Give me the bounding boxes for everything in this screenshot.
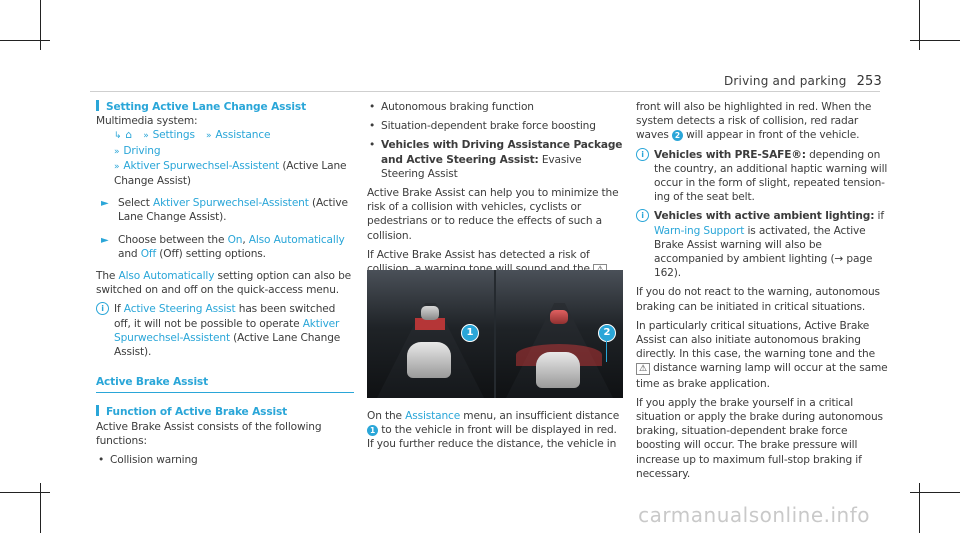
paragraph: Active Brake Assist consists of the following functions: — [96, 420, 322, 447]
chevron-icon: » — [143, 131, 149, 142]
section-heading: Function of Active Brake Assist — [96, 405, 354, 419]
step-select: ► Select Aktiver Spurwechsel-Assistent (Active Lane Change Assist). — [101, 197, 348, 224]
paragraph: If you apply the brake yourself in a critical situation or apply the brake during autonomous braking, situation-dependent brake force boosting will occur. The brake pressure will increase up to maximum full-stop braking if necessary. — [636, 396, 883, 480]
info-icon: i — [636, 148, 649, 161]
menu-aktiver: Aktiver Spurwechsel-Assistent — [123, 159, 280, 172]
chevron-icon: » — [114, 161, 120, 172]
path-arrow-icon: ↳ — [114, 131, 122, 142]
paragraph: If Active Brake Assist has detected a risk of — [367, 248, 623, 292]
paragraph: In particularly critical situations, Active Brake Assist can also initiate autonomous braking directly. In this case, the warning tone and the ⚠ distance warning lamp will occur at the same time as brake application. — [636, 319, 888, 390]
home-icon: ⌂ — [125, 129, 132, 142]
header-rule — [90, 91, 880, 92]
crop-mark — [40, 0, 41, 50]
page-number: 253 — [856, 74, 882, 89]
list-item: • Situation-dependent brake force boosting — [367, 119, 623, 133]
figure-caption: On the Assistance menu, an insufficient distance 1 to the vehicle in front will be displayed in red. If you further reduce the distance, the vehicle in — [367, 410, 620, 451]
paragraph: Active Brake Assist can help you to minimize the risk of a collision with vehicles, cyclists or pedestrians or to reduce the effects of such a collision. — [367, 187, 619, 242]
info-icon: i — [96, 302, 109, 315]
own-vehicle — [536, 352, 580, 388]
column-3 — [636, 100, 890, 486]
section-title: Driving and parking — [723, 74, 847, 88]
menu-assistance: Assistance — [215, 129, 271, 142]
menu-path: ↳ ⌂ » Settings » Assistance » Driving » Aktiver Spurwechsel-Assistent (Active Lane Change Assist) — [114, 129, 347, 188]
watermark: carmanualsonline.info — [638, 503, 870, 527]
menu-driving: Driving — [123, 144, 161, 157]
section-heading: Setting Active Lane Change Assist — [96, 100, 354, 114]
info-note: i Vehicles with active ambient lighting: if Warn-ing Support is activated, the Active Brake Assist warning will also be accompanied by ambient lighting (→ page 162). — [636, 209, 890, 280]
own-vehicle — [407, 342, 451, 378]
crop-mark — [910, 40, 960, 41]
callout-pointer — [606, 340, 607, 362]
crop-mark — [910, 492, 960, 493]
vehicle-ahead — [550, 310, 568, 324]
step-choose: ► Choose between the On, Also Automatically and Off (Off) setting options. — [101, 233, 345, 260]
number-badge: 2 — [672, 130, 683, 141]
system-label: Multimedia system: — [96, 115, 198, 128]
menu-settings: Settings — [152, 129, 195, 142]
page-header — [724, 74, 882, 89]
chevron-icon: » — [114, 146, 120, 157]
callout-2: 2 — [598, 324, 616, 342]
section-marker — [96, 405, 99, 416]
column-1 — [96, 100, 354, 472]
crop-mark — [919, 483, 920, 533]
info-note: i If Active Steering Assist has been switched off, it will not be possible to operate Aktiver Spurwechsel-Assistent (Active Lane Change Assist). — [96, 302, 354, 359]
section-marker — [96, 100, 99, 111]
crop-mark — [919, 0, 920, 50]
number-badge: 1 — [367, 425, 378, 436]
info-note: i Vehicles with PRE-SAFE®: depending on the country, an additional haptic warning will occur in the form of slight, repeated tension-ing of the seat belt. — [636, 148, 890, 205]
warning-lamp-icon: ⚠ — [636, 363, 650, 375]
callout-1: 1 — [461, 324, 479, 342]
illustration-panel-left — [367, 270, 494, 398]
vehicle-ahead — [421, 306, 439, 320]
info-icon: i — [636, 209, 649, 222]
column-2 — [367, 100, 623, 296]
chevron-icon: » — [206, 131, 212, 142]
crop-mark — [0, 40, 50, 41]
crop-mark — [0, 492, 50, 493]
illustration-panel-right — [496, 270, 623, 398]
step-arrow-icon: ► — [101, 198, 109, 210]
chapter-heading: Active Brake Assist — [96, 375, 354, 393]
list-item: • Vehicles with Driving Assistance Package and Active Steering Assist: Evasive Steering Assist — [367, 138, 623, 181]
paragraph: front will also be highlighted in red. When the system detects a risk of collision, red radar waves 2 will appear in front of the vehicle. — [636, 101, 872, 142]
paragraph: If you do not react to the warning, autonomous braking can be initiated in critical situations. — [636, 286, 880, 313]
paragraph: The Also Automatically setting option can also be switched on and off on the quick-access menu. — [96, 270, 352, 297]
crop-mark — [40, 483, 41, 533]
list-item: • Collision warning — [96, 453, 354, 467]
step-arrow-icon: ► — [101, 234, 109, 246]
illustration — [367, 270, 623, 398]
list-item: • Autonomous braking function — [367, 100, 623, 114]
